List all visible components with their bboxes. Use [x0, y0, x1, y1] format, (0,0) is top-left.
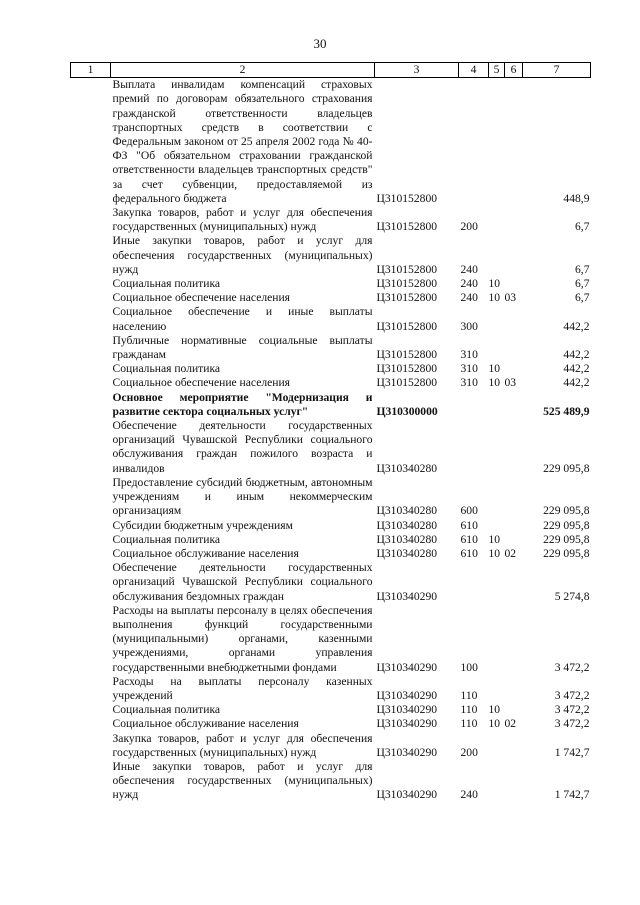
row-code: Ц310340280	[376, 532, 438, 546]
row-section	[489, 476, 505, 519]
row-subsection	[505, 476, 523, 519]
empty-cell	[71, 419, 111, 476]
row-subsection	[505, 234, 523, 277]
row-subsection	[505, 519, 523, 533]
row-section: 10	[488, 717, 501, 731]
row-name: Предоставление субсидий бюджетным, автономным учреждениям и иным некоммерческим организациям	[112, 475, 373, 518]
row-subsection	[505, 78, 523, 206]
empty-cell	[71, 234, 111, 277]
row-expense-type	[459, 78, 489, 206]
table-row	[71, 206, 591, 234]
header-col-2: 2	[111, 63, 375, 78]
table-row	[71, 561, 591, 604]
row-name: Основное мероприятие "Модернизация и развитие сектора социальных услуг"	[112, 390, 373, 418]
row-expense-type: 300	[460, 319, 478, 333]
budget-table	[70, 62, 591, 803]
row-code: Ц310340290	[376, 703, 438, 717]
table-row	[71, 703, 591, 717]
page-number: 30	[313, 36, 327, 51]
row-section	[489, 561, 505, 604]
row-amount: 229 095,8	[543, 532, 590, 546]
row-name: Социальное обеспечение населения	[112, 376, 291, 390]
row-subsection	[505, 675, 523, 703]
empty-cell	[71, 675, 111, 703]
row-expense-type: 110	[460, 703, 478, 717]
row-subsection	[505, 206, 523, 234]
table-row	[71, 547, 591, 561]
row-code: Ц310300000	[376, 404, 438, 418]
empty-cell	[71, 334, 111, 362]
row-section: 10	[488, 532, 501, 546]
row-name: Иные закупки товаров, работ и услуг для обеспечения государственных (муниципальных) нужд	[112, 234, 373, 276]
row-section: 10	[488, 703, 501, 717]
row-section: 10	[488, 277, 501, 291]
row-amount: 3 472,2	[554, 660, 590, 674]
row-expense-type: 310	[460, 362, 478, 376]
row-code: Ц310340290	[376, 745, 438, 759]
row-expense-type: 610	[460, 532, 478, 546]
row-amount: 1 742,7	[554, 745, 590, 759]
row-subsection	[505, 391, 523, 419]
row-name: Обеспечение деятельности государственных организаций Чувашской Республики социального обслуживания граждан пожилого возраста и инвалидов	[112, 419, 373, 475]
header-col-3: 3	[375, 63, 459, 78]
row-expense-type	[459, 561, 489, 604]
row-subsection	[505, 760, 523, 803]
row-code: Ц310152800	[376, 220, 438, 234]
empty-cell	[71, 604, 111, 675]
table-row	[71, 760, 591, 803]
row-expense-type: 240	[460, 262, 478, 276]
table-row	[71, 391, 591, 419]
table-row	[71, 234, 591, 277]
row-code: Ц310340280	[376, 546, 438, 560]
header-col-6: 6	[505, 63, 523, 78]
row-subsection	[505, 604, 523, 675]
row-code: Ц310152800	[376, 291, 438, 305]
row-expense-type: 310	[460, 348, 478, 362]
row-code: Ц310340280	[376, 461, 438, 475]
row-section: 10	[488, 546, 501, 560]
row-expense-type	[459, 391, 489, 419]
empty-cell	[71, 547, 111, 561]
header-col-1: 1	[71, 63, 111, 78]
row-section	[489, 732, 505, 760]
empty-cell	[71, 291, 111, 305]
row-subsection: 03	[504, 291, 517, 305]
row-amount: 442,2	[563, 376, 590, 390]
row-amount: 229 095,8	[543, 518, 590, 532]
row-expense-type: 200	[460, 745, 478, 759]
row-code: Ц310340280	[376, 504, 438, 518]
row-name: Субсидии бюджетным учреждениям	[112, 518, 293, 532]
table-row	[71, 78, 591, 206]
row-subsection	[505, 277, 523, 291]
row-name: Социальная политика	[112, 362, 221, 376]
table-row	[71, 277, 591, 291]
empty-cell	[71, 732, 111, 760]
empty-cell	[71, 206, 111, 234]
row-code: Ц310152800	[376, 319, 438, 333]
empty-cell	[71, 703, 111, 717]
row-section	[489, 206, 505, 234]
row-section	[489, 78, 505, 206]
header-col-5: 5	[489, 63, 505, 78]
header-col-7: 7	[523, 63, 591, 78]
table-row	[71, 533, 591, 547]
row-subsection	[505, 419, 523, 476]
table-row	[71, 675, 591, 703]
row-name: Расходы на выплаты персоналу казенных учреждений	[112, 674, 373, 702]
row-name: Закупка товаров, работ и услуг для обеспечения государственных (муниципальных) нужд	[112, 731, 373, 759]
row-amount: 229 095,8	[543, 461, 590, 475]
row-name: Социальная политика	[112, 277, 221, 291]
table-row	[71, 476, 591, 519]
row-name: Социальное обслуживание населения	[112, 546, 299, 560]
row-subsection	[505, 732, 523, 760]
table-header	[71, 63, 591, 78]
row-section	[489, 675, 505, 703]
row-expense-type: 610	[460, 518, 478, 532]
row-section: 10	[488, 362, 501, 376]
empty-cell	[71, 717, 111, 731]
row-amount: 6,7	[575, 291, 590, 305]
row-code: Ц310340280	[376, 518, 438, 532]
row-subsection	[505, 362, 523, 376]
row-code: Ц310152800	[376, 348, 438, 362]
row-amount: 3 472,2	[554, 688, 590, 702]
row-amount: 6,7	[575, 262, 590, 276]
row-amount: 229 095,8	[543, 504, 590, 518]
row-code: Ц310152800	[376, 376, 438, 390]
table-row	[71, 291, 591, 305]
row-subsection	[505, 334, 523, 362]
row-amount: 442,2	[563, 362, 590, 376]
row-expense-type: 100	[460, 660, 478, 674]
table-body	[71, 78, 591, 803]
row-subsection	[505, 305, 523, 333]
row-name: Выплата инвалидам компенсаций страховых премий по договорам обязательного страхования гражданской ответственности владельцев транспортных средств в соответствии с Федеральным законом от 25 апреля 2002 года № 40-ФЗ "Об обязательном страховании гражданской ответственности владельцев транспортных средств" за счет субвенции, предоставляемой из федерального бюджета	[112, 78, 373, 205]
table-row	[71, 305, 591, 333]
empty-cell	[71, 519, 111, 533]
row-code: Ц310340290	[376, 589, 438, 603]
row-section	[489, 519, 505, 533]
row-name: Обеспечение деятельности государственных организаций Чувашской Республики социального обслуживания бездомных граждан	[112, 561, 373, 603]
row-expense-type: 600	[460, 504, 478, 518]
row-section	[489, 391, 505, 419]
row-name: Социальное обеспечение и иные выплаты населению	[112, 305, 373, 333]
table-row	[71, 362, 591, 376]
table-row	[71, 419, 591, 476]
row-section	[489, 419, 505, 476]
row-name: Закупка товаров, работ и услуг для обеспечения государственных (муниципальных) нужд	[112, 206, 373, 234]
row-expense-type: 240	[460, 788, 478, 802]
row-expense-type: 110	[460, 717, 478, 731]
table-row	[71, 717, 591, 731]
table-row	[71, 376, 591, 390]
row-name: Социальное обеспечение населения	[112, 291, 291, 305]
table-row	[71, 519, 591, 533]
row-name: Публичные нормативные социальные выплаты гражданам	[112, 333, 373, 362]
row-amount: 448,9	[563, 191, 590, 205]
row-amount: 5 274,8	[554, 589, 590, 603]
row-subsection	[505, 533, 523, 547]
row-section: 10	[488, 376, 501, 390]
row-section	[489, 305, 505, 333]
row-amount: 1 742,7	[554, 788, 590, 802]
row-amount: 6,7	[575, 277, 590, 291]
row-subsection: 02	[504, 546, 517, 560]
row-section	[489, 760, 505, 803]
table-row	[71, 334, 591, 362]
row-expense-type: 240	[460, 291, 478, 305]
header-col-4: 4	[459, 63, 489, 78]
row-expense-type: 200	[460, 220, 478, 234]
row-code: Ц310152800	[376, 277, 438, 291]
row-name: Социальная политика	[112, 532, 221, 546]
row-code: Ц310152800	[376, 262, 438, 276]
row-amount: 3 472,2	[554, 717, 590, 731]
empty-cell	[71, 305, 111, 333]
empty-cell	[71, 561, 111, 604]
row-code: Ц310340290	[376, 788, 438, 802]
empty-cell	[71, 476, 111, 519]
row-subsection	[505, 703, 523, 717]
row-subsection: 03	[504, 376, 517, 390]
row-amount: 525 489,9	[543, 404, 590, 418]
row-amount: 442,2	[563, 348, 590, 362]
header-row	[71, 63, 591, 78]
row-amount: 6,7	[575, 220, 590, 234]
row-name: Социальная политика	[112, 703, 221, 717]
row-section: 10	[488, 291, 501, 305]
empty-cell	[71, 277, 111, 291]
row-section	[489, 604, 505, 675]
row-amount: 442,2	[563, 319, 590, 333]
row-expense-type: 240	[460, 277, 478, 291]
empty-cell	[71, 533, 111, 547]
row-code: Ц310152800	[376, 362, 438, 376]
row-section	[489, 234, 505, 277]
empty-cell	[71, 760, 111, 803]
row-amount: 229 095,8	[543, 546, 590, 560]
row-expense-type	[459, 419, 489, 476]
empty-cell	[71, 391, 111, 419]
row-code: Ц310340290	[376, 660, 438, 674]
row-subsection	[505, 561, 523, 604]
row-code: Ц310340290	[376, 717, 438, 731]
row-section	[489, 334, 505, 362]
table-row	[71, 604, 591, 675]
empty-cell	[71, 362, 111, 376]
row-expense-type: 110	[460, 688, 478, 702]
row-expense-type: 610	[460, 546, 478, 560]
empty-cell	[71, 78, 111, 206]
row-name: Социальное обслуживание населения	[112, 717, 299, 731]
table-row	[71, 732, 591, 760]
row-name: Иные закупки товаров, работ и услуг для обеспечения государственных (муниципальных) нужд	[112, 759, 373, 802]
row-subsection: 02	[504, 717, 517, 731]
row-code: Ц310152800	[376, 191, 438, 205]
empty-cell	[71, 376, 111, 390]
row-amount: 3 472,2	[554, 703, 590, 717]
row-expense-type: 310	[460, 376, 478, 390]
row-name: Расходы на выплаты персоналу в целях обеспечения выполнения функций государственными (муниципальными) органами, казенными учреждениями, органами управления государственными внебюджетными фондами	[112, 603, 373, 674]
row-code: Ц310340290	[376, 688, 438, 702]
